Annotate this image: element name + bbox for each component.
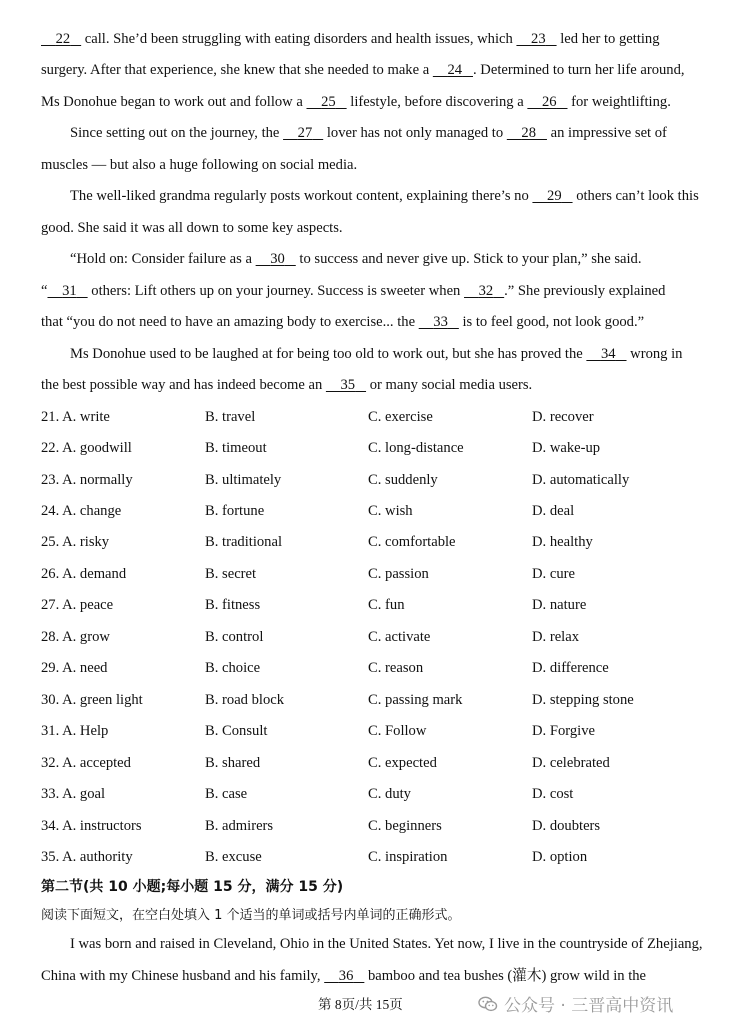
passage-line-10: that “you do not need to have an amazing body to exercise... the 33 is to feel good, not look good.” xyxy=(41,314,645,330)
option-b: B. case xyxy=(205,786,248,802)
option-a: 30. A. green light xyxy=(41,692,143,708)
option-a: 26. A. demand xyxy=(41,566,127,582)
option-row-27 xyxy=(41,596,701,614)
passage-line-4: Since setting out on the journey, the 27 lover has not only managed to 28 an impressive set of xyxy=(70,125,667,141)
option-row-21 xyxy=(41,408,701,426)
option-row-35 xyxy=(41,848,701,866)
option-a: 32. A. accepted xyxy=(41,755,131,771)
blank-31: 31 xyxy=(62,283,77,299)
option-a: 22. A. goodwill xyxy=(41,440,132,456)
option-b: B. fitness xyxy=(205,597,261,613)
option-c: C. reason xyxy=(368,660,424,676)
option-b: B. excuse xyxy=(205,849,262,865)
option-d: D. option xyxy=(532,849,588,865)
option-row-33 xyxy=(41,785,701,803)
option-b: B. Consult xyxy=(205,723,268,739)
option-d: D. recover xyxy=(532,409,594,425)
option-c: C. inspiration xyxy=(368,849,448,865)
option-row-25 xyxy=(41,533,701,551)
section2-line-2: China with my Chinese husband and his family, 36 bamboo and tea bushes (灌木) grow wild in the xyxy=(41,968,647,984)
section2-line-1: I was born and raised in Cleveland, Ohio in the United States. Yet now, I live in the countryside of Zhejiang, xyxy=(70,936,703,952)
passage-line-7: good. She said it was all down to some key aspects. xyxy=(41,220,343,236)
option-b: B. timeout xyxy=(205,440,267,456)
passage-line-8: “Hold on: Consider failure as a 30 to success and never give up. Stick to your plan,” she said. xyxy=(70,251,642,267)
option-row-34 xyxy=(41,817,701,835)
option-a: 33. A. goal xyxy=(41,786,106,802)
blank-22: 22 xyxy=(55,31,71,47)
blank-33: 33 xyxy=(433,314,448,330)
option-c: C. suddenly xyxy=(368,472,438,488)
option-b: B. travel xyxy=(205,409,256,425)
option-b: B. admirers xyxy=(205,818,274,834)
option-row-22 xyxy=(41,439,701,457)
option-d: D. relax xyxy=(532,629,580,645)
option-b: B. secret xyxy=(205,566,257,582)
option-d: D. cure xyxy=(532,566,575,582)
blank-32: 32 xyxy=(478,283,494,299)
blank-25: 25 xyxy=(321,94,336,110)
passage-line-12: the best possible way and has indeed become an 35 or many social media users. xyxy=(41,377,533,393)
option-d: D. difference xyxy=(532,660,609,676)
option-c: C. beginners xyxy=(368,818,442,834)
passage-line-2: surgery. After that experience, she knew that she needed to make a 24 . Determined to turn her life around, xyxy=(41,62,685,78)
blank-27: 27 xyxy=(297,125,313,141)
option-d: D. automatically xyxy=(532,472,630,488)
option-d: D. nature xyxy=(532,597,587,613)
option-b: B. control xyxy=(205,629,264,645)
option-a: 34. A. instructors xyxy=(41,818,142,834)
option-c: C. long-distance xyxy=(368,440,464,456)
option-b: B. choice xyxy=(205,660,261,676)
watermark xyxy=(478,991,673,1016)
passage-line-9: “ 31 others: Lift others up on your journey. Success is sweeter when 32 .” She previously explained xyxy=(41,283,666,299)
option-d: D. celebrated xyxy=(532,755,610,771)
option-row-23 xyxy=(41,471,701,489)
option-c: C. comfortable xyxy=(368,534,456,550)
blank-26: 26 xyxy=(541,94,557,110)
blank-29: 29 xyxy=(547,188,562,204)
option-row-32 xyxy=(41,754,701,772)
wechat-icon xyxy=(478,996,498,1012)
section-instruction: 阅读下面短文，在空白处填入 1 个适当的单词或括号内单词的正确形式。 xyxy=(41,908,461,923)
option-a: 35. A. authority xyxy=(41,849,133,865)
option-row-31 xyxy=(41,722,701,740)
option-row-24 xyxy=(41,502,701,520)
option-a: 21. A. write xyxy=(41,409,110,425)
option-a: 31. A. Help xyxy=(41,723,109,739)
option-c: C. passing mark xyxy=(368,692,463,708)
option-row-30 xyxy=(41,691,701,709)
passage-line-5: muscles — but also a huge following on social media. xyxy=(41,157,358,173)
blank-24: 24 xyxy=(447,62,463,78)
watermark-text: 公众号 · 三晋高中资讯 xyxy=(504,996,674,1016)
option-b: B. traditional xyxy=(205,534,283,550)
blank-23: 23 xyxy=(531,31,546,47)
option-d: D. doubters xyxy=(532,818,601,834)
option-a: 27. A. peace xyxy=(41,597,114,613)
passage-line-3: Ms Donohue began to work out and follow a 25 lifestyle, before discovering a 26 for weightlifting. xyxy=(41,94,671,110)
option-c: C. expected xyxy=(368,755,437,771)
passage-line-11: Ms Donohue used to be laughed at for being too old to work out, but she has proved the 34 wrong in xyxy=(70,346,683,362)
blank-30: 30 xyxy=(270,251,285,267)
option-d: D. Forgive xyxy=(532,723,595,739)
option-a: 28. A. grow xyxy=(41,629,110,645)
option-b: B. ultimately xyxy=(205,472,282,488)
option-a: 24. A. change xyxy=(41,503,122,519)
blank-36: 36 xyxy=(338,968,354,984)
option-row-29 xyxy=(41,659,701,677)
option-d: D. cost xyxy=(532,786,574,802)
option-c: C. Follow xyxy=(368,723,427,739)
option-c: C. passion xyxy=(368,566,429,582)
option-row-26 xyxy=(41,565,701,583)
option-b: B. fortune xyxy=(205,503,265,519)
option-d: D. stepping stone xyxy=(532,692,634,708)
option-row-28 xyxy=(41,628,701,646)
option-c: C. exercise xyxy=(368,409,433,425)
passage-line-6: The well-liked grandma regularly posts workout content, explaining there’s no 29 others can’t look this xyxy=(70,188,699,204)
blank-28: 28 xyxy=(521,125,536,141)
passage-line-1: 22 call. She’d been struggling with eating disorders and health issues, which 23 led her to getting xyxy=(41,30,660,48)
blank-34: 34 xyxy=(600,346,616,362)
option-a: 23. A. normally xyxy=(41,472,133,488)
option-d: D. deal xyxy=(532,503,575,519)
blank-35: 35 xyxy=(340,377,356,393)
option-a: 29. A. need xyxy=(41,660,108,676)
option-b: B. road block xyxy=(205,692,285,708)
page-number: 第 8页/共 15页 xyxy=(318,997,403,1012)
section-heading: 第二节(共 10 小题;每小题 15 分，满分 15 分) xyxy=(41,879,344,895)
option-d: D. wake-up xyxy=(532,440,601,456)
option-d: D. healthy xyxy=(532,534,593,550)
option-c: C. fun xyxy=(368,597,405,613)
option-c: C. activate xyxy=(368,629,431,645)
option-c: C. duty xyxy=(368,786,411,802)
option-b: B. shared xyxy=(205,755,261,771)
option-c: C. wish xyxy=(368,503,413,519)
option-a: 25. A. risky xyxy=(41,534,110,550)
